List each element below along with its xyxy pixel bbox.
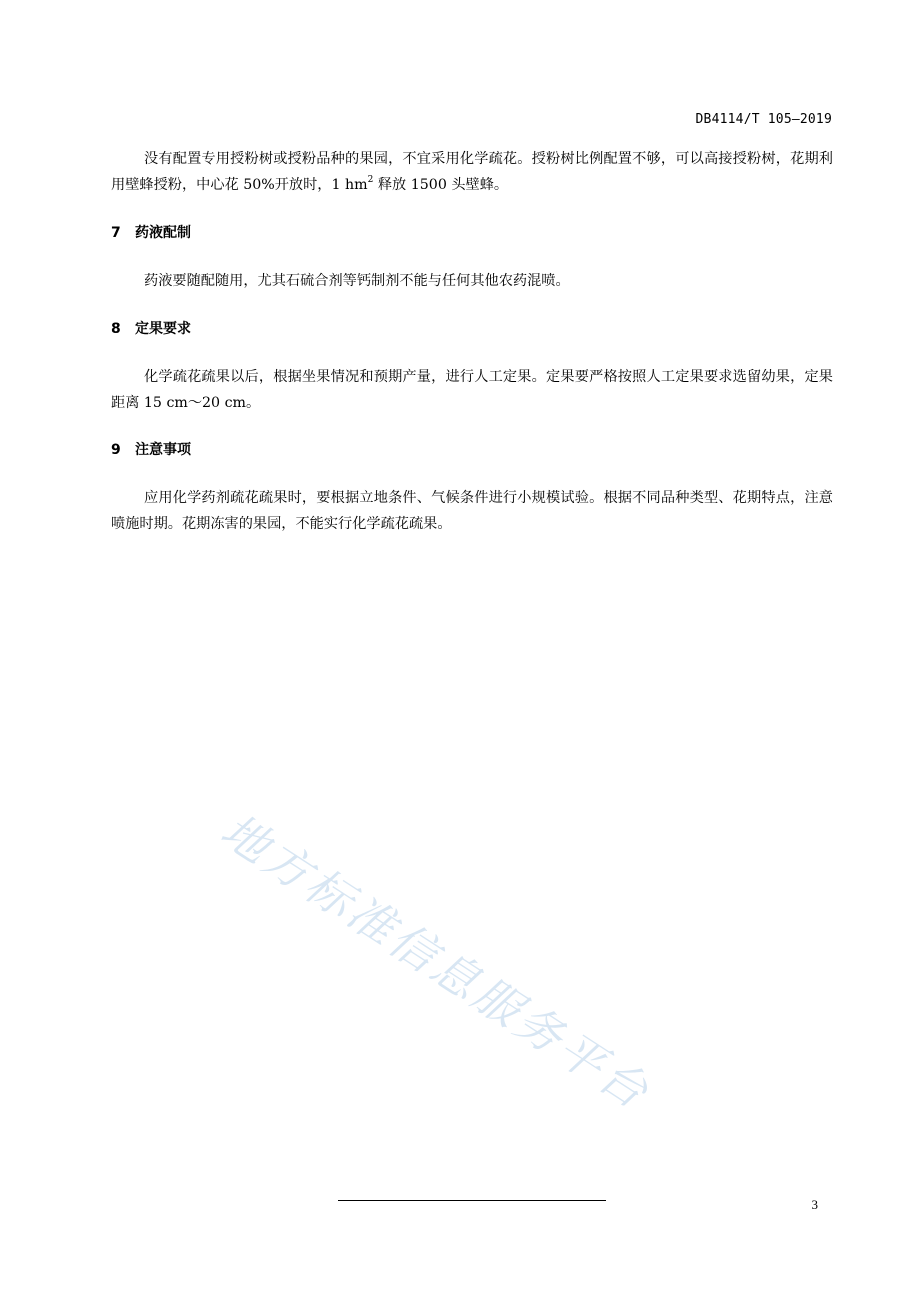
intro-text-part1: 没有配置专用授粉树或授粉品种的果园，不宜采用化学疏花。授粉树比例配置不够，可以高接授粉树，花期利用壁蜂授粉，中心花 50%开放时，1 hm (111, 151, 833, 193)
section-9-heading (111, 440, 191, 460)
intro-text-part2: 释放 1500 头壁蜂。 (373, 177, 509, 193)
section-7-number: 7 (111, 225, 121, 241)
section-7-body: 药液要随配随用，尤其石硫合剂等钙制剂不能与任何其他农药混喷。 (144, 273, 570, 289)
section-9-number: 9 (111, 442, 121, 458)
document-code: DB4114/T 105—2019 (695, 112, 832, 127)
watermark: 地方标准信息服务平台 (211, 802, 661, 1121)
section-7-heading (111, 223, 191, 243)
footer-rule (338, 1200, 606, 1201)
section-9-body: 应用化学药剂疏花疏果时，要根据立地条件、气候条件进行小规模试验。根据不同品种类型、花期特点，注意喷施时期。花期冻害的果园，不能实行化学疏花疏果。 (111, 490, 833, 532)
intro-paragraph (111, 146, 833, 198)
section-8-body: 化学疏花疏果以后，根据坐果情况和预期产量，进行人工定果。定果要严格按照人工定果要求选留幼果，定果距离 15 cm～20 cm。 (111, 369, 833, 411)
section-9-title: 注意事项 (135, 442, 191, 458)
page-number: 3 (811, 1197, 818, 1212)
intro-superscript: 2 (367, 175, 374, 185)
section-8-heading (111, 319, 191, 339)
section-7-title: 药液配制 (135, 225, 191, 241)
section-8-title: 定果要求 (135, 321, 191, 337)
section-8-number: 8 (111, 321, 121, 337)
